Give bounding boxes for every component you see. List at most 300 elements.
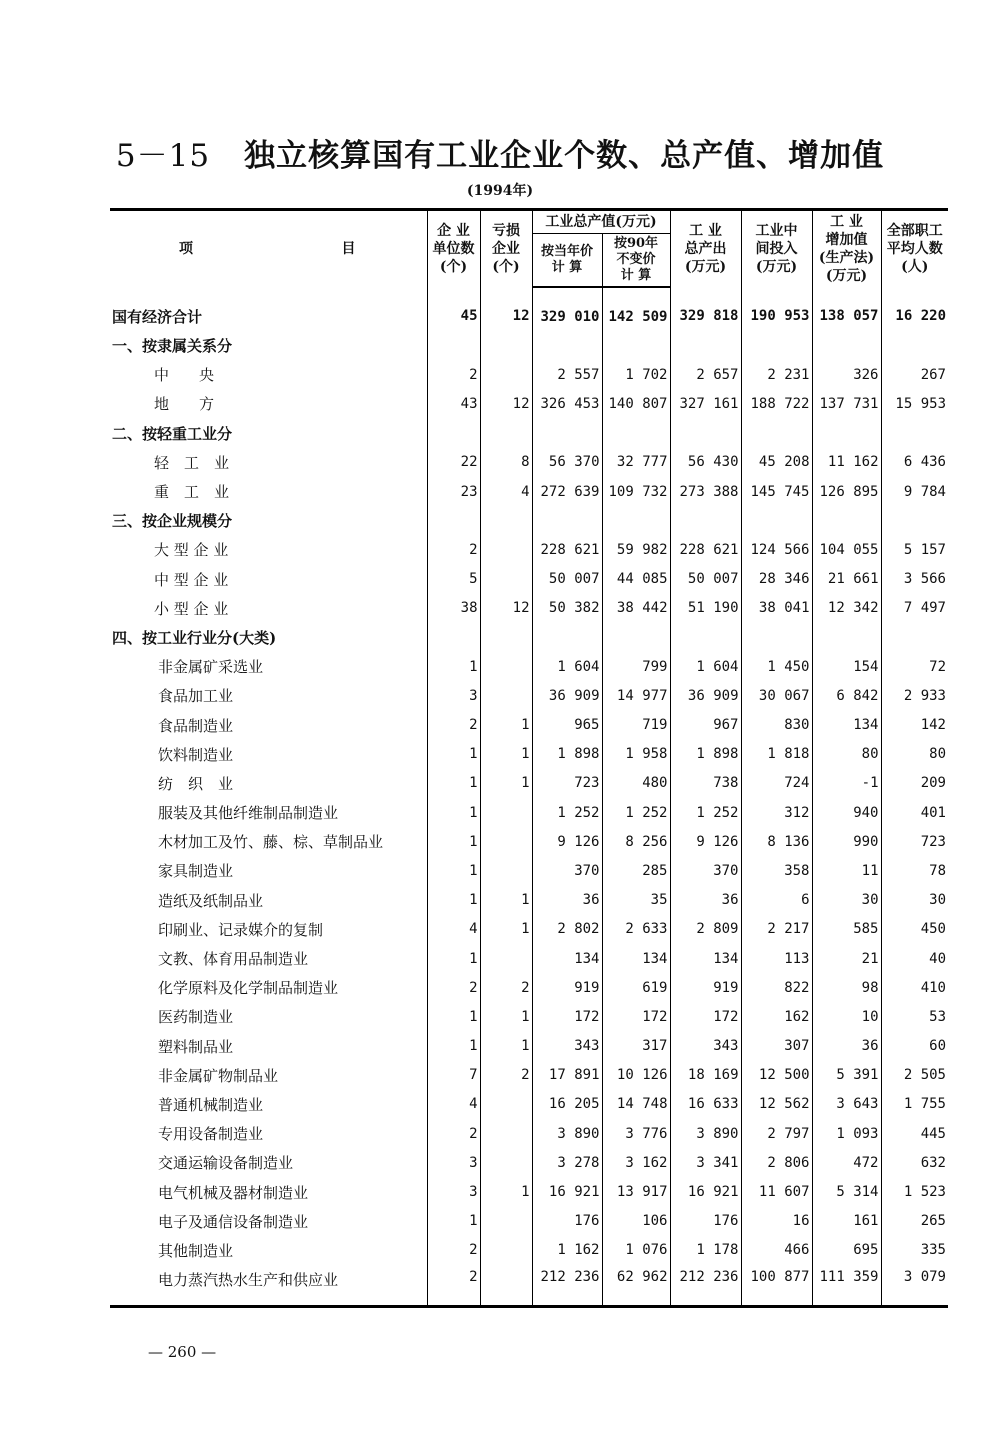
cell-value: 3 566 — [881, 565, 948, 594]
cell-value: 1 — [480, 1032, 532, 1061]
row-label: 文教、体育用品制造业 — [158, 950, 309, 969]
row-label: 四、按工业行业分(大类) — [112, 628, 277, 647]
cell-value: 472 — [812, 1148, 881, 1177]
header-gross-output-group: 工业总产值(万元) — [532, 210, 670, 234]
cell-value: 329 818 — [670, 287, 741, 331]
cell-value: 137 731 — [812, 389, 881, 418]
table-row — [110, 973, 948, 1002]
cell-value: 822 — [741, 973, 812, 1002]
cell-value — [480, 681, 532, 710]
cell-value — [532, 506, 602, 535]
cell-value: 51 190 — [670, 594, 741, 623]
table-row — [110, 856, 948, 885]
cell-value — [741, 623, 812, 652]
cell-value — [480, 944, 532, 973]
cell-value — [812, 623, 881, 652]
cell-value: 695 — [812, 1236, 881, 1265]
table-row — [110, 1090, 948, 1119]
cell-value: 43 — [427, 389, 480, 418]
header-loss-enterprises: 亏损 企业 (个) — [480, 210, 532, 288]
cell-value: 16 633 — [670, 1090, 741, 1119]
cell-value: 2 — [427, 360, 480, 389]
cell-value: 12 562 — [741, 1090, 812, 1119]
cell-value — [480, 856, 532, 885]
cell-value: 919 — [670, 973, 741, 1002]
cell-value: 11 — [812, 856, 881, 885]
cell-value: 265 — [881, 1207, 948, 1236]
cell-value: 1 — [427, 740, 480, 769]
table-row — [110, 1032, 948, 1061]
cell-value: 142 509 — [602, 287, 670, 331]
cell-value — [480, 565, 532, 594]
table-row — [110, 287, 948, 331]
cell-value: 12 — [480, 389, 532, 418]
cell-value: 16 220 — [881, 287, 948, 331]
cell-value: 329 010 — [532, 287, 602, 331]
row-label: 普通机械制造业 — [158, 1095, 264, 1114]
cell-value: 8 136 — [741, 827, 812, 856]
cell-value: 1 — [427, 944, 480, 973]
row-label: 印刷业、记录媒介的复制 — [158, 920, 324, 939]
header-enterprise-count: 企 业 单位数 (个) — [427, 210, 480, 288]
cell-value: 50 007 — [532, 565, 602, 594]
cell-value: 134 — [670, 944, 741, 973]
row-label: 其他制造业 — [158, 1241, 234, 1260]
cell-value — [480, 798, 532, 827]
cell-value: 5 157 — [881, 535, 948, 564]
header-constant-price: 按90年 不变价 计 算 — [602, 234, 670, 288]
cell-value: 1 604 — [532, 652, 602, 681]
cell-value: 134 — [532, 944, 602, 973]
cell-value: 1 — [480, 769, 532, 798]
cell-value — [480, 331, 532, 360]
cell-value: 401 — [881, 798, 948, 827]
cell-value: 5 391 — [812, 1061, 881, 1090]
cell-value: 36 909 — [670, 681, 741, 710]
cell-value: 1 523 — [881, 1177, 948, 1206]
table-row — [110, 710, 948, 739]
cell-value: 5 — [427, 565, 480, 594]
table-row — [110, 1177, 948, 1206]
cell-value — [532, 419, 602, 448]
cell-value: 4 — [427, 1090, 480, 1119]
cell-value: 12 — [480, 594, 532, 623]
row-label: 木材加工及竹、藤、棕、草制品业 — [158, 833, 384, 852]
cell-value: 36 909 — [532, 681, 602, 710]
cell-value: 990 — [812, 827, 881, 856]
cell-value: 312 — [741, 798, 812, 827]
cell-value: 134 — [812, 710, 881, 739]
cell-value: 2 — [427, 535, 480, 564]
table-row — [110, 827, 948, 856]
cell-value: 2 — [427, 710, 480, 739]
cell-value: 326 — [812, 360, 881, 389]
cell-value: 1 — [427, 886, 480, 915]
cell-value — [602, 506, 670, 535]
table-row — [110, 886, 948, 915]
row-label: 食品制造业 — [158, 716, 234, 735]
cell-value: 228 621 — [670, 535, 741, 564]
cell-value: 2 — [427, 1119, 480, 1148]
cell-value — [670, 623, 741, 652]
cell-value — [480, 1119, 532, 1148]
cell-value: 1 093 — [812, 1119, 881, 1148]
table-row — [110, 565, 948, 594]
cell-value: 1 252 — [602, 798, 670, 827]
cell-value: 38 041 — [741, 594, 812, 623]
cell-value: 109 732 — [602, 477, 670, 506]
cell-value — [480, 1265, 532, 1307]
cell-value: 2 797 — [741, 1119, 812, 1148]
cell-value: 50 382 — [532, 594, 602, 623]
cell-value: 1 898 — [670, 740, 741, 769]
table-row — [110, 419, 948, 448]
cell-value — [881, 506, 948, 535]
cell-value — [480, 1090, 532, 1119]
cell-value: 1 — [480, 1177, 532, 1206]
table-row — [110, 652, 948, 681]
cell-value: 138 057 — [812, 287, 881, 331]
cell-value: 126 895 — [812, 477, 881, 506]
cell-value: 7 497 — [881, 594, 948, 623]
table-row — [110, 1148, 948, 1177]
cell-value: 3 890 — [532, 1119, 602, 1148]
cell-value: 35 — [602, 886, 670, 915]
cell-value: 358 — [741, 856, 812, 885]
row-label: 中 型 企 业 — [154, 570, 229, 589]
page-number: — 260 — — [148, 1343, 217, 1361]
cell-value: 1 — [427, 1032, 480, 1061]
cell-value: 723 — [532, 769, 602, 798]
cell-value — [480, 827, 532, 856]
cell-value — [602, 419, 670, 448]
row-label: 纺 织 业 — [158, 774, 234, 793]
cell-value: 98 — [812, 973, 881, 1002]
cell-value: 12 342 — [812, 594, 881, 623]
cell-value: 154 — [812, 652, 881, 681]
cell-value — [812, 419, 881, 448]
header-employees: 全部职工 平均人数 (人) — [881, 210, 948, 288]
cell-value — [881, 331, 948, 360]
cell-value: 1 162 — [532, 1236, 602, 1265]
row-label: 电气机械及器材制造业 — [158, 1183, 309, 1202]
row-label: 家具制造业 — [158, 862, 234, 881]
cell-value: 343 — [532, 1032, 602, 1061]
table-row — [110, 798, 948, 827]
cell-value: 1 — [427, 827, 480, 856]
cell-value: 40 — [881, 944, 948, 973]
cell-value: 2 217 — [741, 915, 812, 944]
cell-value: 5 314 — [812, 1177, 881, 1206]
cell-value: 335 — [881, 1236, 948, 1265]
cell-value: 10 — [812, 1002, 881, 1031]
row-label: 食品加工业 — [158, 687, 234, 706]
row-label: 电子及通信设备制造业 — [158, 1212, 309, 1231]
cell-value: 1 958 — [602, 740, 670, 769]
cell-value — [427, 419, 480, 448]
cell-value: 307 — [741, 1032, 812, 1061]
cell-value: 719 — [602, 710, 670, 739]
cell-value: 317 — [602, 1032, 670, 1061]
cell-value: 285 — [602, 856, 670, 885]
cell-value: 1 252 — [670, 798, 741, 827]
cell-value: 212 236 — [670, 1265, 741, 1307]
table-year: (1994年) — [466, 183, 534, 199]
row-label: 小 型 企 业 — [154, 599, 229, 618]
cell-value: 8 256 — [602, 827, 670, 856]
cell-value: 22 — [427, 448, 480, 477]
cell-value: 44 085 — [602, 565, 670, 594]
cell-value: 273 388 — [670, 477, 741, 506]
row-label: 轻 工 业 — [154, 453, 230, 472]
cell-value: 78 — [881, 856, 948, 885]
cell-value: 2 806 — [741, 1148, 812, 1177]
table-title-text: 独立核算国有工业企业个数、总产值、增加值 — [244, 138, 885, 174]
table-row — [110, 915, 948, 944]
table-row — [110, 769, 948, 798]
cell-value: 104 055 — [812, 535, 881, 564]
cell-value: 6 842 — [812, 681, 881, 710]
cell-value: 38 442 — [602, 594, 670, 623]
cell-value: 50 007 — [670, 565, 741, 594]
cell-value: 2 — [480, 1061, 532, 1090]
cell-value: 32 777 — [602, 448, 670, 477]
cell-value — [480, 1236, 532, 1265]
table-row — [110, 331, 948, 360]
cell-value: 36 — [532, 886, 602, 915]
table-row — [110, 1207, 948, 1236]
cell-value: 1 — [427, 769, 480, 798]
row-label: 专用设备制造业 — [158, 1125, 264, 1144]
cell-value: 134 — [602, 944, 670, 973]
statistics-table — [110, 208, 948, 1308]
cell-value: 3 — [427, 681, 480, 710]
cell-value — [741, 331, 812, 360]
cell-value: 1 450 — [741, 652, 812, 681]
cell-value: 30 067 — [741, 681, 812, 710]
table-title — [0, 130, 1000, 175]
cell-value — [480, 1148, 532, 1177]
cell-value — [480, 360, 532, 389]
cell-value: 967 — [670, 710, 741, 739]
cell-value: 142 — [881, 710, 948, 739]
cell-value: 80 — [812, 740, 881, 769]
header-intermediate-input: 工业中 间投入 (万元) — [741, 210, 812, 288]
cell-value: 13 917 — [602, 1177, 670, 1206]
cell-value: 59 982 — [602, 535, 670, 564]
cell-value: 16 — [741, 1207, 812, 1236]
cell-value: 56 370 — [532, 448, 602, 477]
table-row — [110, 1061, 948, 1090]
cell-value: 1 — [427, 798, 480, 827]
cell-value: 113 — [741, 944, 812, 973]
cell-value: 450 — [881, 915, 948, 944]
cell-value: 619 — [602, 973, 670, 1002]
cell-value: 161 — [812, 1207, 881, 1236]
cell-value: 60 — [881, 1032, 948, 1061]
cell-value: 480 — [602, 769, 670, 798]
cell-value: 9 126 — [670, 827, 741, 856]
cell-value: 16 205 — [532, 1090, 602, 1119]
cell-value: 8 — [480, 448, 532, 477]
cell-value — [480, 623, 532, 652]
cell-value: 3 — [427, 1177, 480, 1206]
table-row — [110, 1265, 948, 1307]
cell-value: 2 557 — [532, 360, 602, 389]
cell-value: 1 — [427, 1002, 480, 1031]
cell-value: 30 — [812, 886, 881, 915]
table-row — [110, 1002, 948, 1031]
cell-value: 3 341 — [670, 1148, 741, 1177]
cell-value: 738 — [670, 769, 741, 798]
cell-value: 188 722 — [741, 389, 812, 418]
row-label: 化学原料及化学制品制造业 — [158, 979, 339, 998]
table-row — [110, 944, 948, 973]
row-label: 医药制造业 — [158, 1008, 234, 1027]
cell-value: 23 — [427, 477, 480, 506]
table-row — [110, 740, 948, 769]
cell-value — [427, 331, 480, 360]
cell-value: 1 — [427, 652, 480, 681]
table-row — [110, 1119, 948, 1148]
cell-value: 267 — [881, 360, 948, 389]
cell-value: 370 — [670, 856, 741, 885]
cell-value: 9 784 — [881, 477, 948, 506]
cell-value: 28 346 — [741, 565, 812, 594]
cell-value: 326 453 — [532, 389, 602, 418]
cell-value — [881, 419, 948, 448]
row-label: 国有经济合计 — [112, 307, 203, 326]
cell-value: 16 921 — [670, 1177, 741, 1206]
row-label: 二、按轻重工业分 — [112, 424, 233, 443]
cell-value: 724 — [741, 769, 812, 798]
row-label: 非金属矿采选业 — [158, 658, 264, 677]
cell-value — [480, 535, 532, 564]
row-label: 造纸及纸制品业 — [158, 891, 264, 910]
cell-value: 370 — [532, 856, 602, 885]
cell-value — [812, 506, 881, 535]
table-body — [110, 287, 948, 1307]
cell-value: 45 208 — [741, 448, 812, 477]
cell-value: 12 — [480, 287, 532, 331]
table-row — [110, 681, 948, 710]
cell-value: 172 — [532, 1002, 602, 1031]
cell-value: 212 236 — [532, 1265, 602, 1307]
table-row — [110, 389, 948, 418]
cell-value — [670, 506, 741, 535]
cell-value: 2 657 — [670, 360, 741, 389]
cell-value: 17 891 — [532, 1061, 602, 1090]
cell-value: 80 — [881, 740, 948, 769]
cell-value: 1 178 — [670, 1236, 741, 1265]
cell-value: 11 162 — [812, 448, 881, 477]
cell-value: 1 755 — [881, 1090, 948, 1119]
cell-value — [532, 331, 602, 360]
cell-value: 1 — [427, 1207, 480, 1236]
cell-value: -1 — [812, 769, 881, 798]
header-total-output: 工 业 总产出 (万元) — [670, 210, 741, 288]
row-label: 非金属矿物制品业 — [158, 1066, 279, 1085]
cell-value — [480, 1207, 532, 1236]
cell-value: 111 359 — [812, 1265, 881, 1307]
cell-value: 1 — [480, 915, 532, 944]
cell-value: 799 — [602, 652, 670, 681]
table-row — [110, 477, 948, 506]
cell-value: 327 161 — [670, 389, 741, 418]
cell-value: 53 — [881, 1002, 948, 1031]
cell-value: 2 — [427, 1236, 480, 1265]
cell-value — [480, 419, 532, 448]
cell-value — [812, 331, 881, 360]
cell-value: 2 — [480, 973, 532, 1002]
header-item: 项 目 — [110, 210, 427, 288]
cell-value: 176 — [532, 1207, 602, 1236]
cell-value: 9 126 — [532, 827, 602, 856]
cell-value — [427, 623, 480, 652]
cell-value: 272 639 — [532, 477, 602, 506]
cell-value: 3 890 — [670, 1119, 741, 1148]
cell-value: 15 953 — [881, 389, 948, 418]
cell-value — [427, 506, 480, 535]
row-label: 三、按企业规模分 — [112, 512, 233, 531]
cell-value: 176 — [670, 1207, 741, 1236]
cell-value: 11 607 — [741, 1177, 812, 1206]
cell-value: 56 430 — [670, 448, 741, 477]
cell-value: 2 809 — [670, 915, 741, 944]
cell-value: 2 231 — [741, 360, 812, 389]
cell-value: 228 621 — [532, 535, 602, 564]
cell-value: 6 — [741, 886, 812, 915]
cell-value: 1 076 — [602, 1236, 670, 1265]
cell-value: 1 — [480, 886, 532, 915]
cell-value: 4 — [480, 477, 532, 506]
cell-value: 466 — [741, 1236, 812, 1265]
row-label: 一、按隶属关系分 — [112, 337, 233, 356]
cell-value — [741, 419, 812, 448]
cell-value: 1 — [480, 710, 532, 739]
row-label: 交通运输设备制造业 — [158, 1154, 294, 1173]
cell-value: 18 169 — [670, 1061, 741, 1090]
cell-value: 145 745 — [741, 477, 812, 506]
header-current-price: 按当年价 计 算 — [532, 234, 602, 288]
table-row — [110, 360, 948, 389]
cell-value: 445 — [881, 1119, 948, 1148]
cell-value: 965 — [532, 710, 602, 739]
cell-value: 2 802 — [532, 915, 602, 944]
cell-value: 830 — [741, 710, 812, 739]
cell-value: 7 — [427, 1061, 480, 1090]
cell-value: 14 977 — [602, 681, 670, 710]
cell-value: 2 505 — [881, 1061, 948, 1090]
cell-value: 62 962 — [602, 1265, 670, 1307]
cell-value: 1 — [427, 856, 480, 885]
cell-value: 72 — [881, 652, 948, 681]
cell-value — [602, 623, 670, 652]
cell-value — [741, 506, 812, 535]
cell-value: 3 278 — [532, 1148, 602, 1177]
cell-value: 6 436 — [881, 448, 948, 477]
row-label: 大 型 企 业 — [154, 541, 229, 560]
cell-value: 723 — [881, 827, 948, 856]
cell-value: 632 — [881, 1148, 948, 1177]
cell-value: 410 — [881, 973, 948, 1002]
cell-value: 2 633 — [602, 915, 670, 944]
table-row — [110, 1236, 948, 1265]
cell-value — [670, 331, 741, 360]
cell-value — [532, 623, 602, 652]
cell-value: 2 933 — [881, 681, 948, 710]
cell-value: 140 807 — [602, 389, 670, 418]
